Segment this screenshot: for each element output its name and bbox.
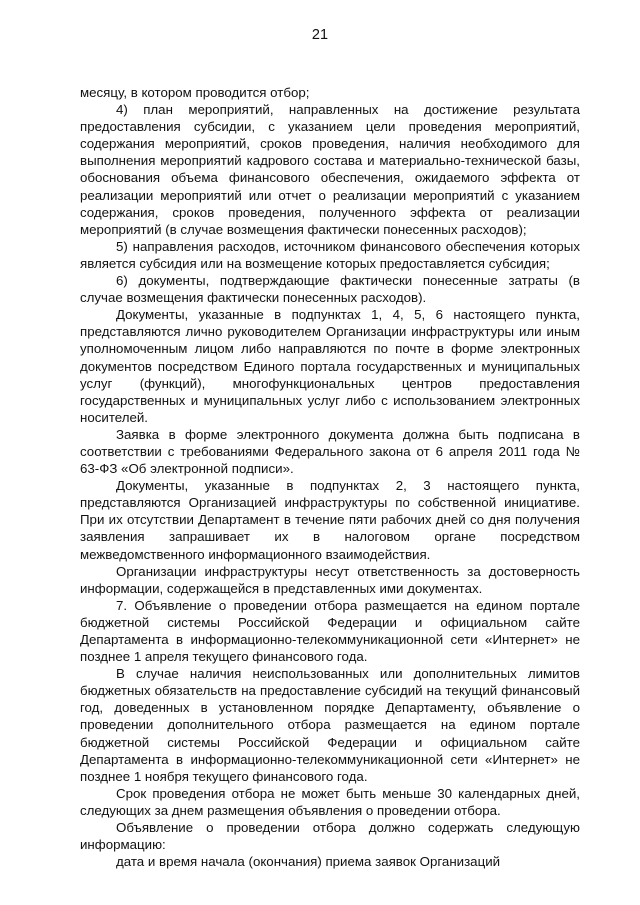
paragraph-date-time: дата и время начала (окончания) приема заявок Организаций [116,854,501,870]
paragraph-continuation: месяцу, в котором проводится отбор; [80,85,310,100]
paragraph-electronic-signature: Заявка в форме электронного документа должна быть подписана в соответствии с требованиями Федерального закона от 6 апреля 2011 года № 63-ФЗ «Об электронной подписи». [80,426,580,477]
paragraph-item-6-documents: 6) документы, подтверждающие фактически понесенные затраты (в случае возмещения фактически понесенных расходов). [80,273,580,306]
paragraph-responsibility: Организации инфраструктуры несут ответственность за достоверность информации, содержащейся в представленных ими документах. [80,563,580,596]
paragraph-announcement-content: Объявление о проведении отбора должно содержать следующую информацию: [80,820,580,853]
page-number: 21 [311,27,329,43]
paragraph-documents-submission: Документы, указанные в подпунктах 1, 4, 5, 6 настоящего пункта, представляются лично руководителем Организации инфраструктуры или иным уполномоченным лицом либо направляются по почте в форме электронных документов посредством Единого портала государственных и муниципальных услуг (функций), многофункциональных центров предоставления государственных и муниципальных услуг либо с использованием электронных носителей. [80,307,580,425]
paragraph-additional-selection: В случае наличия неиспользованных или дополнительных лимитов бюджетных обязательств на предоставление субсидий на текущий финансовый год, доведенных в установленном порядке Департаменту, объявление о проведении дополнительного отбора размещается на едином портале бюджетной системы Российской Федерации и официальном сайте Департамента в информационно-телекоммуникационной сети «Интернет» не позднее 1 ноября текущего финансового года. [80,666,580,784]
paragraph-item-7-announcement: 7. Объявление о проведении отбора размещается на едином портале бюджетной системы Российской Федерации и официальном сайте Департамента в информационно-телекоммуникационной сети «Интернет» не позднее 1 апреля текущего финансового года. [80,597,580,665]
paragraph-own-initiative: Документы, указанные в подпунктах 2, 3 настоящего пункта, представляются Организацией инфраструктуры по собственной инициативе. При их отсутствии Департамент в течение пяти рабочих дней со дня получения заявления запрашивает их в налоговом органе посредством межведомственного информационного взаимодействия. [80,478,580,562]
paragraph-selection-period: Срок проведения отбора не может быть меньше 30 календарных дней, следующих за днем размещения объявления о проведении отбора. [80,785,580,818]
document-body [80,84,580,870]
paragraph-item-4-plan: 4) план мероприятий, направленных на достижение результата предоставления субсидии, с указанием цели проведения мероприятий, содержания мероприятий, сроков проведения, наличия необходимого для выполнения мероприятий кадрового состава и материально-технической базы, обоснования объема финансового обеспечения, ожидаемого эффекта от реализации мероприятий или отчет о реализации мероприятий с указанием содержания, сроков проведения, полученного эффекта от реализации мероприятий (в случае возмещения фактически понесенных расходов); [80,102,580,237]
paragraph-item-5-expenses: 5) направления расходов, источником финансового обеспечения которых является субсидия или на возмещение которых предоставляется субсидия; [80,238,580,271]
